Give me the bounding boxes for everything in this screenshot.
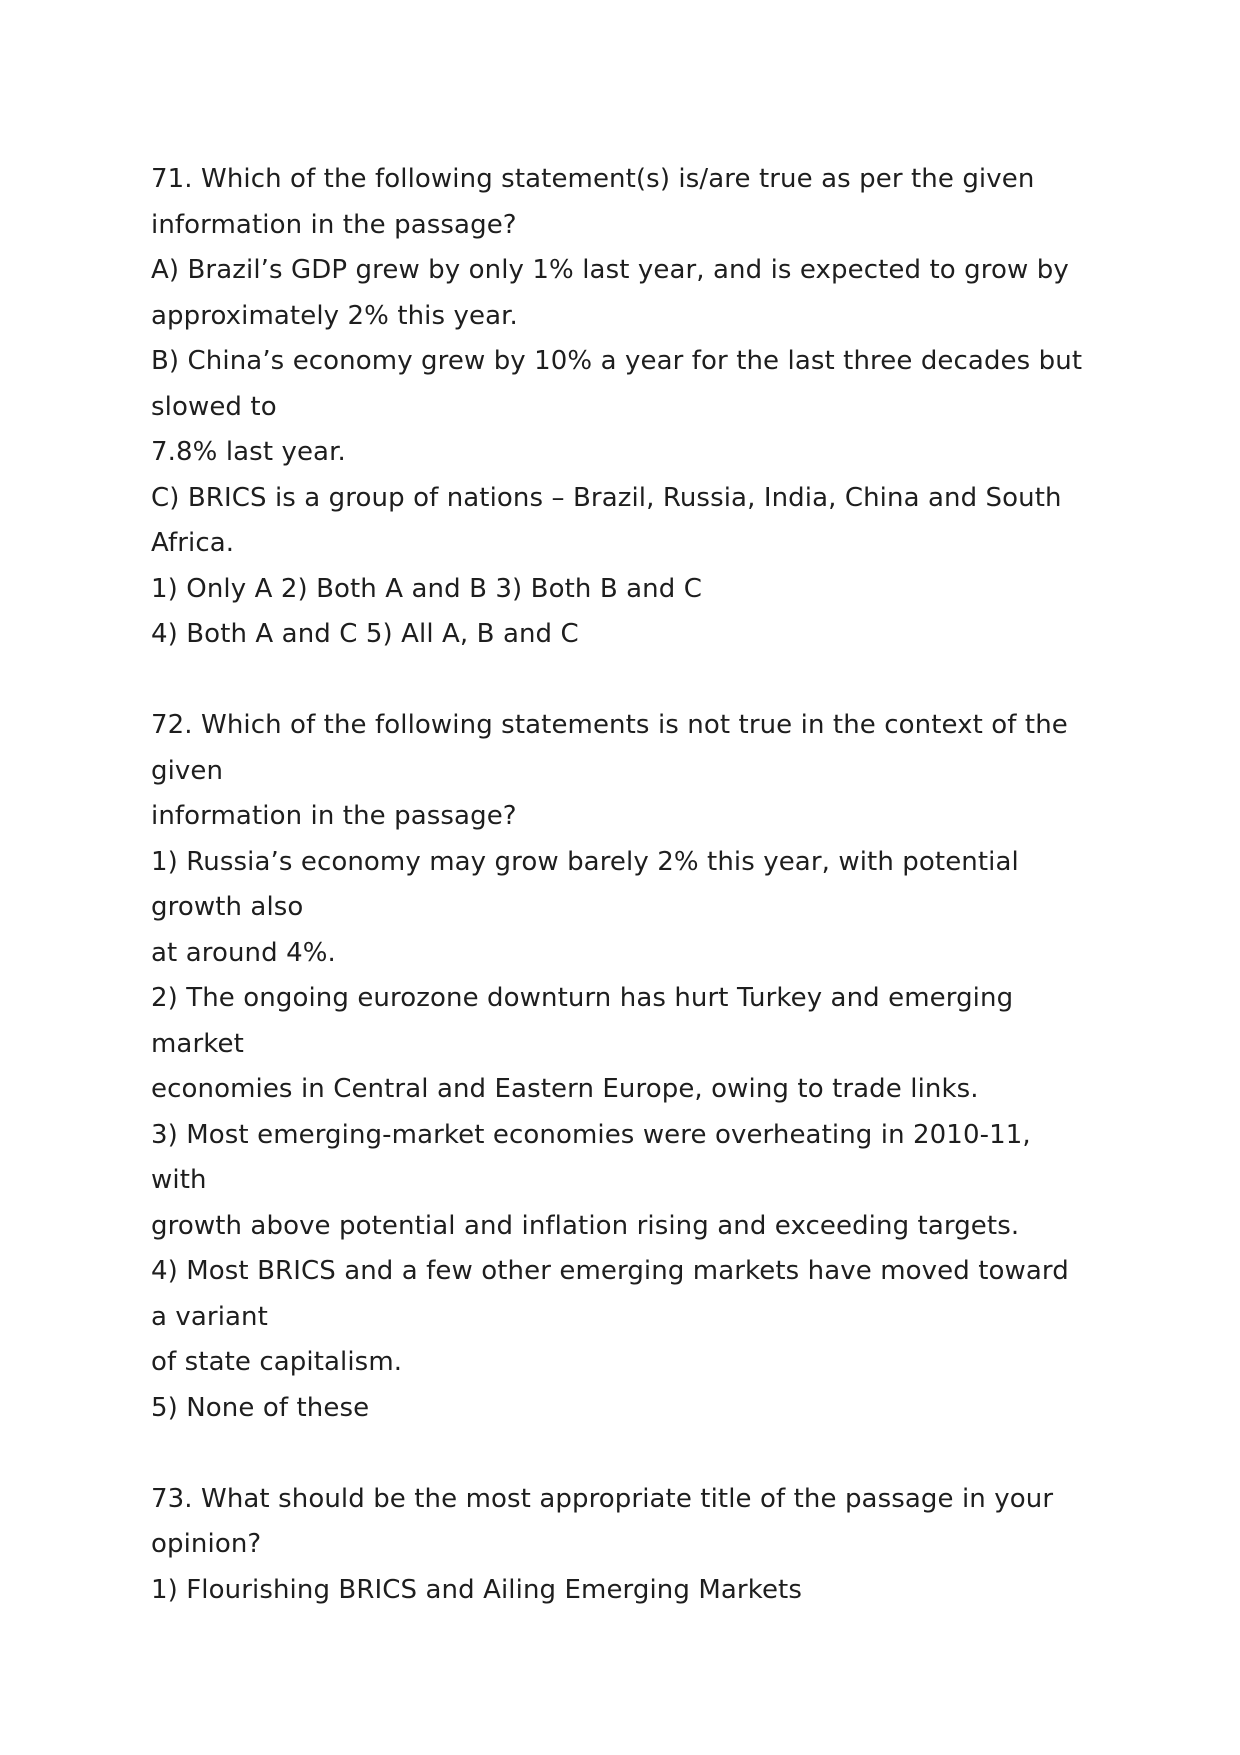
question-72-option-2: economies in Central and Eastern Europe, owing to trade links.	[151, 1074, 979, 1104]
question-72-option-2: market	[151, 1028, 244, 1059]
question-73-option-1: 1) Flourishing BRICS and Ailing Emerging Markets	[151, 1574, 802, 1605]
question-72-option-5: 5) None of these	[151, 1392, 370, 1423]
question-72-option-4: 4) Most BRICS and a few other emerging markets have moved toward	[151, 1256, 1069, 1286]
question-72-option-1: at around 4%.	[151, 937, 336, 968]
question-72-option-4: a variant	[151, 1301, 268, 1332]
question-72-option-2: 2) The ongoing eurozone downturn has hurt Turkey and emerging	[151, 983, 1014, 1013]
question-72-option-3: with	[151, 1165, 207, 1195]
question-73	[151, 1477, 1111, 1614]
question-71-option-c: C) BRICS is a group of nations – Brazil, Russia, India, China and South	[151, 482, 1062, 513]
question-71-line: 71. Which of the following statement(s) is/are true as per the given	[151, 164, 1035, 194]
question-71-option-a: A) Brazil’s GDP grew by only 1% last year, and is expected to grow by	[151, 255, 1069, 285]
question-71-option-c: Africa.	[151, 528, 235, 558]
question-72-option-3: growth above potential and inflation rising and exceeding targets.	[151, 1210, 1020, 1241]
question-72-option-1: 1) Russia’s economy may grow barely 2% this year, with potential	[151, 846, 1019, 877]
question-72-line: given	[151, 755, 224, 786]
paragraph-gap	[151, 1431, 1111, 1477]
question-71-option-b: B) China’s economy grew by 10% a year for the last three decades but	[151, 346, 1083, 376]
question-71-answers: 4) Both A and C 5) All A, B and C	[151, 619, 579, 649]
question-71-option-b: 7.8% last year.	[151, 437, 346, 467]
question-73-line: opinion?	[151, 1529, 262, 1559]
question-71	[151, 157, 1111, 658]
document-page	[151, 157, 1111, 1613]
question-72-option-3: 3) Most emerging-market economies were overheating in 2010-11,	[151, 1119, 1031, 1150]
question-72-option-4: of state capitalism.	[151, 1347, 403, 1377]
question-71-option-a: approximately 2% this year.	[151, 300, 518, 331]
question-71-answers: 1) Only A 2) Both A and B 3) Both B and C	[151, 573, 702, 604]
question-72-option-1: growth also	[151, 892, 304, 922]
question-72-line: 72. Which of the following statements is not true in the context of the	[151, 710, 1068, 740]
paragraph-gap	[151, 658, 1111, 704]
question-73-line: 73. What should be the most appropriate title of the passage in your	[151, 1483, 1054, 1514]
question-71-line: information in the passage?	[151, 209, 517, 240]
question-71-option-b: slowed to	[151, 391, 277, 422]
question-72-line: information in the passage?	[151, 801, 517, 831]
question-72	[151, 703, 1111, 1431]
